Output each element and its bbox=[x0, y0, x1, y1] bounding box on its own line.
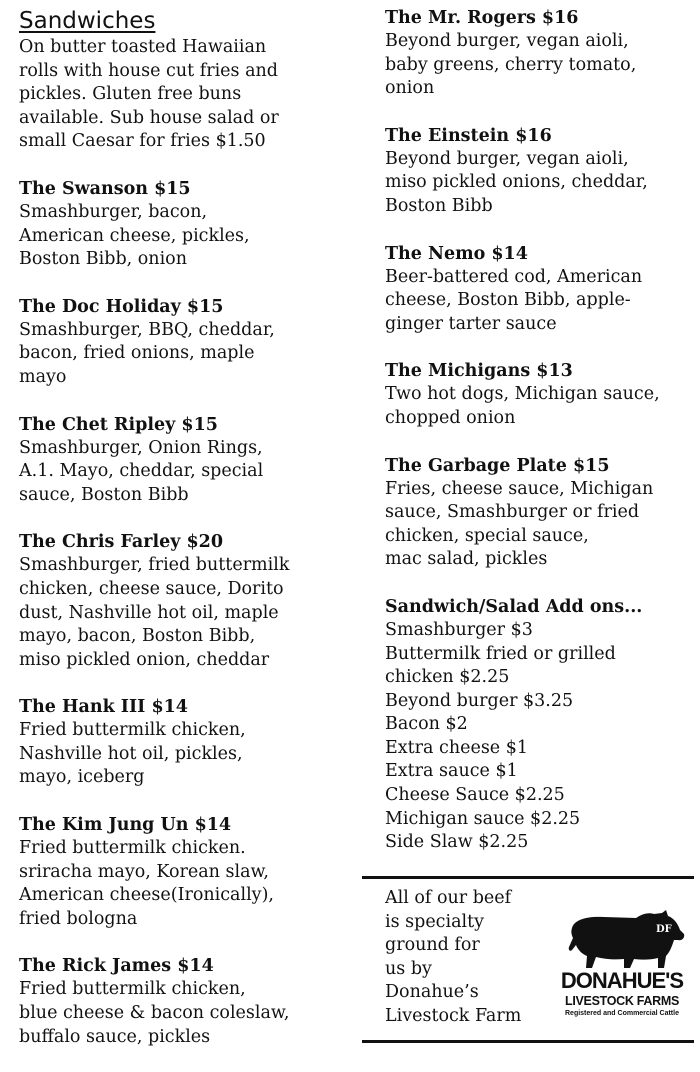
item-description-line: Smashburger, fried buttermilk bbox=[19, 555, 290, 576]
left-column bbox=[19, 6, 349, 1072]
bull-icon bbox=[552, 910, 692, 972]
divider-top bbox=[362, 876, 694, 879]
item-description-line: Fried buttermilk chicken, bbox=[19, 720, 246, 741]
menu-item-doc-holiday bbox=[19, 295, 349, 390]
section-title: Sandwiches bbox=[19, 8, 156, 34]
item-description-line: sauce, Boston Bibb bbox=[19, 484, 189, 505]
item-title: The Michigans $13 bbox=[385, 361, 573, 382]
menu-item-chet-ripley bbox=[19, 413, 349, 508]
add-ons-title: Sandwich/Salad Add ons... bbox=[385, 596, 643, 617]
item-description-line: Fried buttermilk chicken, bbox=[19, 979, 246, 1000]
beef-note-line: Livestock Farm bbox=[385, 1005, 522, 1026]
menu-item-kim-jung-un bbox=[19, 813, 349, 931]
add-on-line: Michigan sauce $2.25 bbox=[385, 808, 581, 829]
item-title: The Kim Jung Un $14 bbox=[19, 815, 232, 836]
item-title: The Hank III $14 bbox=[19, 697, 188, 718]
item-description-line: buffalo sauce, pickles bbox=[19, 1026, 211, 1047]
item-description-line: cheese, Boston Bibb, apple- bbox=[385, 290, 631, 311]
item-description-line: Fried buttermilk chicken. bbox=[19, 838, 246, 859]
intro-line: small Caesar for fries $1.50 bbox=[19, 131, 266, 152]
item-title: The Garbage Plate $15 bbox=[385, 455, 610, 476]
item-title: The Chet Ripley $15 bbox=[19, 414, 218, 435]
menu-item-michigans bbox=[385, 359, 695, 430]
item-description-line: Boston Bibb, onion bbox=[19, 249, 187, 270]
item-description-line: dust, Nashville hot oil, maple bbox=[19, 602, 279, 623]
item-title: The Doc Holiday $15 bbox=[19, 296, 224, 317]
add-on-line: Smashburger $3 bbox=[385, 619, 533, 640]
item-description-line: chopped onion bbox=[385, 407, 516, 428]
item-description-line: sauce, Smashburger or fried bbox=[385, 502, 640, 523]
add-on-line: Side Slaw $2.25 bbox=[385, 832, 529, 853]
item-description-line: mac salad, pickles bbox=[385, 549, 548, 570]
add-on-line: Cheese Sauce $2.25 bbox=[385, 785, 565, 806]
item-title: The Einstein $16 bbox=[385, 125, 552, 146]
intro-line: On butter toasted Hawaiian bbox=[19, 37, 267, 57]
beef-note-line: us by bbox=[385, 958, 432, 979]
item-description-line: Beyond burger, vegan aioli, bbox=[385, 148, 629, 169]
logo-monogram: DF bbox=[656, 924, 672, 935]
add-on-line: chicken $2.25 bbox=[385, 667, 510, 688]
logo-tagline: Registered and Commercial Cattle bbox=[565, 1010, 679, 1017]
menu-item-einstein bbox=[385, 124, 695, 219]
menu-item-chris-farley bbox=[19, 530, 349, 672]
intro-line: pickles. Gluten free buns bbox=[19, 84, 242, 105]
item-description-line: Smashburger, BBQ, cheddar, bbox=[19, 319, 275, 340]
item-description-line: Beyond burger, vegan aioli, bbox=[385, 31, 629, 51]
item-description-line: miso pickled onion, cheddar bbox=[19, 649, 270, 670]
add-on-line: Extra cheese $1 bbox=[385, 737, 528, 758]
item-description-line: American cheese(Ironically), bbox=[19, 885, 274, 906]
item-description-line: Smashburger, bacon, bbox=[19, 201, 208, 222]
item-title: The Nemo $14 bbox=[385, 243, 528, 264]
intro-line: available. Sub house salad or bbox=[19, 107, 279, 128]
donahues-logo bbox=[552, 910, 692, 1022]
logo-name: DONAHUE'S bbox=[560, 968, 684, 993]
add-on-line: Extra sauce $1 bbox=[385, 761, 518, 782]
item-description-line: chicken, special sauce, bbox=[385, 525, 589, 546]
item-description-line: miso pickled onions, cheddar, bbox=[385, 172, 648, 193]
add-on-line: Beyond burger $3.25 bbox=[385, 690, 574, 711]
item-description-line: A.1. Mayo, cheddar, special bbox=[19, 461, 264, 482]
item-description-line: Beer-battered cod, American bbox=[385, 266, 643, 287]
item-description-line: Boston Bibb bbox=[385, 195, 493, 216]
add-ons-section bbox=[385, 595, 695, 855]
item-description-line: Fries, cheese sauce, Michigan bbox=[385, 478, 654, 499]
divider-bottom bbox=[362, 1040, 694, 1043]
add-on-line: Bacon $2 bbox=[385, 714, 468, 735]
item-description-line: ginger tarter sauce bbox=[385, 313, 557, 334]
item-description-line: mayo bbox=[19, 366, 67, 387]
item-description-line: bacon, fried onions, maple bbox=[19, 343, 255, 364]
beef-note-line: is specialty bbox=[385, 911, 485, 932]
item-description-line: chicken, cheese sauce, Dorito bbox=[19, 578, 284, 599]
logo-subtitle: LIVESTOCK FARMS bbox=[564, 994, 680, 1008]
beef-note-line: Donahue’s bbox=[385, 982, 479, 1003]
beef-note bbox=[385, 887, 555, 1029]
menu-item-mr-rogers bbox=[385, 6, 695, 101]
item-description-line: sriracha mayo, Korean slaw, bbox=[19, 861, 269, 882]
item-description-line: Smashburger, Onion Rings, bbox=[19, 437, 263, 458]
intro-text bbox=[19, 36, 349, 154]
item-title: The Rick James $14 bbox=[19, 956, 214, 977]
item-title: The Chris Farley $20 bbox=[19, 532, 224, 553]
beef-note-line: ground for bbox=[385, 935, 480, 956]
item-title: The Mr. Rogers $16 bbox=[385, 8, 579, 28]
menu-item-hank-iii bbox=[19, 695, 349, 790]
item-description-line: mayo, bacon, Boston Bibb, bbox=[19, 626, 256, 647]
item-title: The Swanson $15 bbox=[19, 178, 191, 199]
menu-item-garbage-plate bbox=[385, 454, 695, 572]
right-column bbox=[385, 6, 695, 878]
intro-line: rolls with house cut fries and bbox=[19, 60, 278, 81]
beef-note-line: All of our beef bbox=[385, 888, 512, 908]
item-description-line: fried bologna bbox=[19, 908, 138, 929]
item-description-line: blue cheese & bacon coleslaw, bbox=[19, 1003, 290, 1024]
item-description-line: mayo, iceberg bbox=[19, 767, 145, 788]
item-description-line: Nashville hot oil, pickles, bbox=[19, 743, 243, 764]
item-description-line: Two hot dogs, Michigan sauce, bbox=[385, 384, 660, 405]
menu-item-swanson bbox=[19, 177, 349, 272]
menu-item-nemo bbox=[385, 242, 695, 337]
item-description-line: onion bbox=[385, 78, 435, 99]
menu-item-rick-james bbox=[19, 954, 349, 1049]
item-description-line: American cheese, pickles, bbox=[19, 225, 250, 246]
item-description-line: baby greens, cherry tomato, bbox=[385, 54, 637, 75]
add-on-line: Buttermilk fried or grilled bbox=[385, 643, 616, 664]
